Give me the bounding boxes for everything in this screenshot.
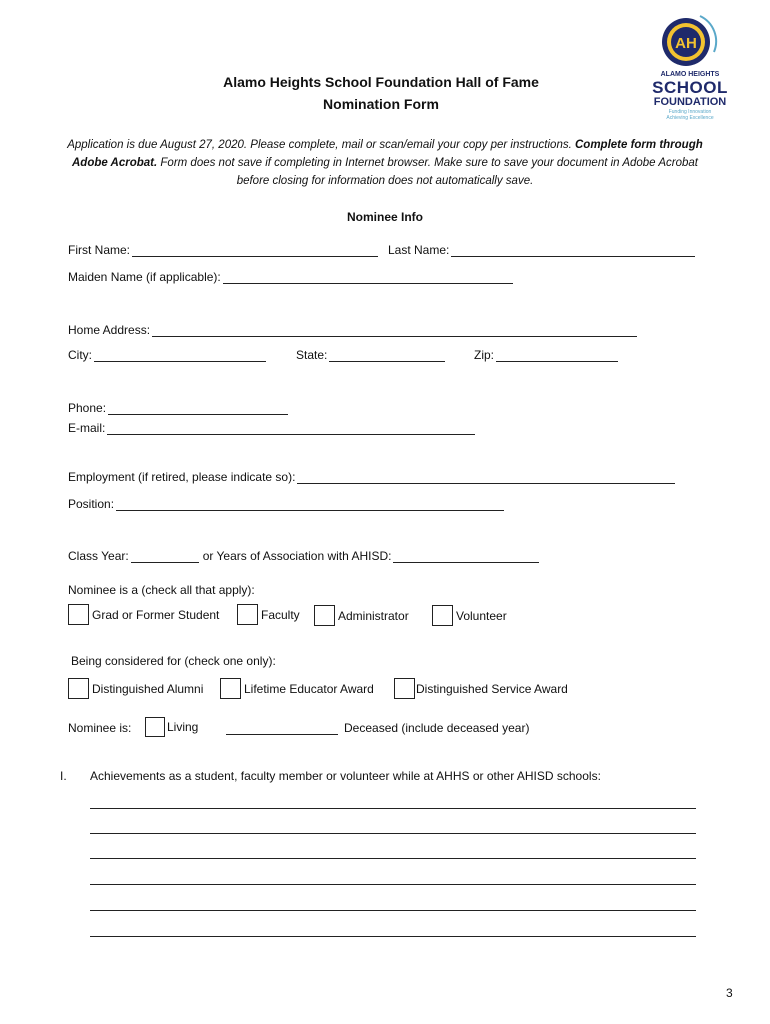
page-number: 3 <box>726 986 733 1000</box>
state-input[interactable] <box>329 349 445 362</box>
foundation-logo <box>642 12 738 122</box>
intro-text-1: Application is due August 27, 2020. Please complete, mail or scan/email your copy per instructions. <box>67 139 575 151</box>
first-name-input[interactable] <box>132 244 378 257</box>
phone-field <box>68 401 288 415</box>
section-numeral: I. <box>60 769 67 783</box>
home-address-label: Home Address: <box>68 323 151 337</box>
form-title-line1: Alamo Heights School Foundation Hall of Fame <box>223 74 539 90</box>
city-label: City: <box>68 348 92 362</box>
checkbox-label: Administrator <box>338 608 409 623</box>
maiden-name-label: Maiden Name (if applicable): <box>68 270 221 284</box>
city-input[interactable] <box>94 349 266 362</box>
checkbox-administrator[interactable] <box>314 605 409 626</box>
checkbox-lifetime-educator[interactable] <box>220 678 374 699</box>
checkbox-grad-former-student[interactable] <box>68 604 219 625</box>
checkbox-label: Lifetime Educator Award <box>244 681 374 696</box>
state-label: State: <box>296 348 328 362</box>
checkbox-label: Grad or Former Student <box>92 607 220 622</box>
checkbox-label: Volunteer <box>456 608 507 623</box>
checkbox-label: Distinguished Alumni <box>92 681 204 696</box>
maiden-name-input[interactable] <box>223 271 513 284</box>
zip-label: Zip: <box>474 348 495 362</box>
checkbox-box[interactable] <box>220 678 241 699</box>
email-label: E-mail: <box>68 421 106 435</box>
form-title-line2: Nomination Form <box>323 96 439 112</box>
home-address-input[interactable] <box>152 324 637 337</box>
checkbox-box[interactable] <box>314 605 335 626</box>
checkbox-box[interactable] <box>68 604 89 625</box>
first-name-field <box>68 243 378 257</box>
logo-tagline1: Funding Innovation <box>668 109 712 115</box>
checkbox-distinguished-service[interactable] <box>394 678 568 699</box>
checkbox-faculty[interactable] <box>237 604 300 625</box>
zip-field <box>474 348 618 362</box>
city-field <box>68 348 266 362</box>
email-field <box>68 421 475 435</box>
nominee-type-label: Nominee is a (check all that apply): <box>68 583 255 597</box>
checkbox-box[interactable] <box>432 605 453 626</box>
class-year-field <box>68 549 539 563</box>
logo-line2: SCHOOL <box>652 78 728 97</box>
svg-text:AH: AH <box>675 35 697 52</box>
logo-tagline2: Achieving Excellence <box>666 115 714 121</box>
position-field <box>68 497 504 511</box>
checkbox-box[interactable] <box>394 678 415 699</box>
first-name-label: First Name: <box>68 243 131 257</box>
deceased-year-input[interactable] <box>226 722 338 735</box>
last-name-input[interactable] <box>451 244 695 257</box>
years-association-input[interactable] <box>393 550 539 563</box>
intro-bold-text: Complete form through Adobe Acrobat. <box>72 139 703 169</box>
achievements-answer-line[interactable] <box>90 858 696 859</box>
checkbox-distinguished-alumni[interactable] <box>68 678 203 699</box>
achievements-prompt: Achievements as a student, faculty member or volunteer while at AHHS or other AHISD schools: <box>90 769 601 783</box>
achievements-answer-line[interactable] <box>90 910 696 911</box>
position-input[interactable] <box>116 498 504 511</box>
intro-paragraph <box>65 136 705 190</box>
class-year-label: Class Year: <box>68 549 129 563</box>
employment-field <box>68 470 675 484</box>
checkbox-living[interactable] <box>145 717 198 737</box>
logo-line1: ALAMO HEIGHTS <box>660 71 720 78</box>
checkbox-label: Living <box>167 720 199 734</box>
maiden-name-field <box>68 270 513 284</box>
last-name-label: Last Name: <box>388 243 450 257</box>
checkbox-label: Faculty <box>261 607 300 622</box>
logo-line3: FOUNDATION <box>653 96 727 108</box>
years-association-label: or Years of Association with AHISD: <box>202 549 392 563</box>
state-field <box>296 348 445 362</box>
achievements-answer-line[interactable] <box>90 833 696 834</box>
position-label: Position: <box>68 497 115 511</box>
class-year-input[interactable] <box>131 550 199 563</box>
email-input[interactable] <box>107 422 475 435</box>
achievements-answer-line[interactable] <box>90 884 696 885</box>
consideration-label: Being considered for (check one only): <box>71 654 276 668</box>
employment-label: Employment (if retired, please indicate so): <box>68 470 296 484</box>
intro-text-2: Form does not save if completing in Internet browser. Make sure to save your document in Adobe Acrobat before closing for information does not automatically save. <box>157 157 698 187</box>
deceased-label: Deceased (include deceased year) <box>344 721 530 735</box>
checkbox-box[interactable] <box>237 604 258 625</box>
checkbox-box[interactable] <box>145 717 165 737</box>
zip-input[interactable] <box>496 349 618 362</box>
checkbox-volunteer[interactable] <box>432 605 507 626</box>
nominee-status-label: Nominee is: <box>68 721 132 735</box>
phone-input[interactable] <box>108 402 288 415</box>
deceased-field <box>226 721 529 735</box>
last-name-field <box>388 243 695 257</box>
checkbox-box[interactable] <box>68 678 89 699</box>
achievements-answer-line[interactable] <box>90 808 696 809</box>
home-address-field <box>68 323 637 337</box>
nominee-info-heading: Nominee Info <box>346 210 423 224</box>
checkbox-label: Distinguished Service Award <box>416 681 568 696</box>
phone-label: Phone: <box>68 401 107 415</box>
achievements-answer-line[interactable] <box>90 936 696 937</box>
employment-input[interactable] <box>297 471 675 484</box>
